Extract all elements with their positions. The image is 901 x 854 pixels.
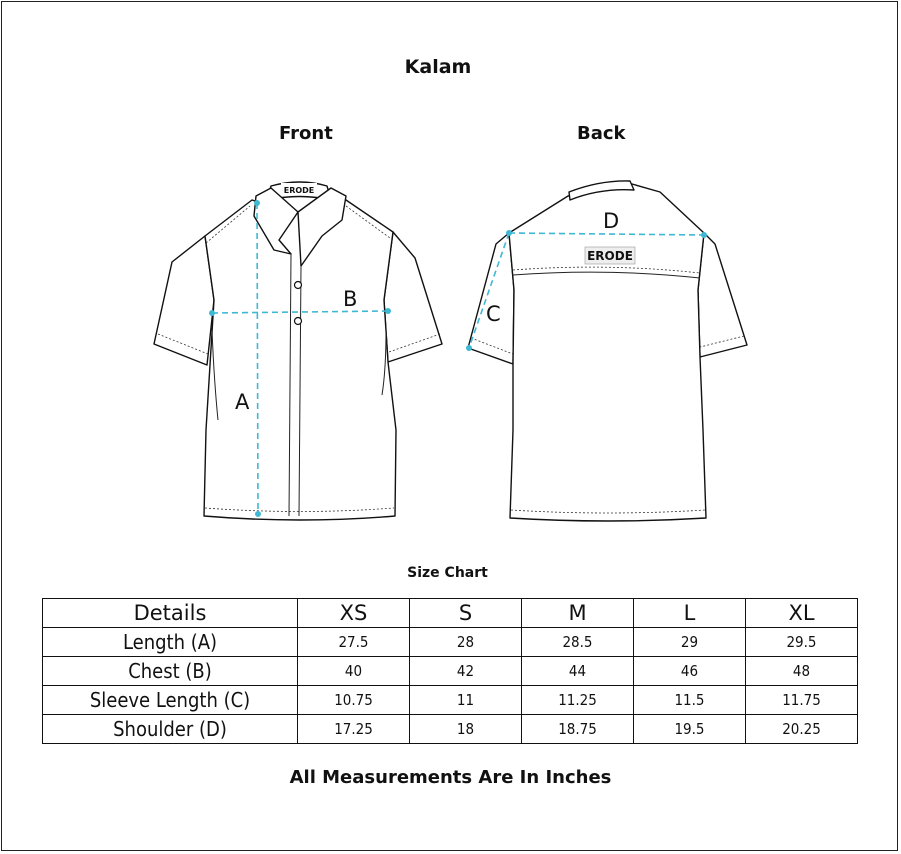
header-l: L (634, 599, 746, 628)
table-cell: 42 (410, 657, 522, 686)
header-details: Details (43, 599, 298, 628)
product-title: Kalam (404, 56, 472, 78)
size-chart-table (42, 598, 858, 744)
table-cell: 28.5 (522, 628, 634, 657)
header-xl: XL (746, 599, 858, 628)
table-row (43, 686, 858, 715)
table-cell: 29 (634, 628, 746, 657)
table-cell: 11.25 (522, 686, 634, 715)
header-m: M (522, 599, 634, 628)
back-view-label: Back (577, 123, 626, 144)
table-cell: 28 (410, 628, 522, 657)
row-label-length: Length (A) (43, 628, 298, 657)
table-cell: 27.5 (298, 628, 410, 657)
table-cell: 17.25 (298, 715, 410, 744)
header-s: S (410, 599, 522, 628)
back-shirt-drawing (466, 181, 747, 521)
back-brand-label: ERODE (587, 249, 633, 263)
table-cell: 10.75 (298, 686, 410, 715)
table-cell: 44 (522, 657, 634, 686)
row-label-shoulder: Shoulder (D) (43, 715, 298, 744)
table-cell: 11.75 (746, 686, 858, 715)
table-header-row (43, 599, 858, 628)
table-cell: 11 (410, 686, 522, 715)
table-cell: 29.5 (746, 628, 858, 657)
table-row (43, 715, 858, 744)
front-shirt-drawing (154, 182, 442, 520)
marker-c: C (486, 302, 501, 326)
table-row (43, 657, 858, 686)
measurement-unit-note: All Measurements Are In Inches (289, 767, 612, 788)
marker-b: B (343, 287, 358, 311)
front-view-label: Front (279, 123, 333, 144)
header-xs: XS (298, 599, 410, 628)
marker-a: A (235, 390, 250, 414)
table-cell: 18 (410, 715, 522, 744)
row-label-chest: Chest (B) (43, 657, 298, 686)
row-label-sleeve-length: Sleeve Length (C) (43, 686, 298, 715)
table-cell: 11.5 (634, 686, 746, 715)
size-chart-title: Size Chart (407, 565, 488, 581)
marker-d: D (603, 209, 620, 233)
table-cell: 40 (298, 657, 410, 686)
front-brand-label: ERODE (283, 186, 315, 195)
table-cell: 48 (746, 657, 858, 686)
table-cell: 20.25 (746, 715, 858, 744)
table-row (43, 628, 858, 657)
table-cell: 18.75 (522, 715, 634, 744)
table-cell: 19.5 (634, 715, 746, 744)
table-cell: 46 (634, 657, 746, 686)
